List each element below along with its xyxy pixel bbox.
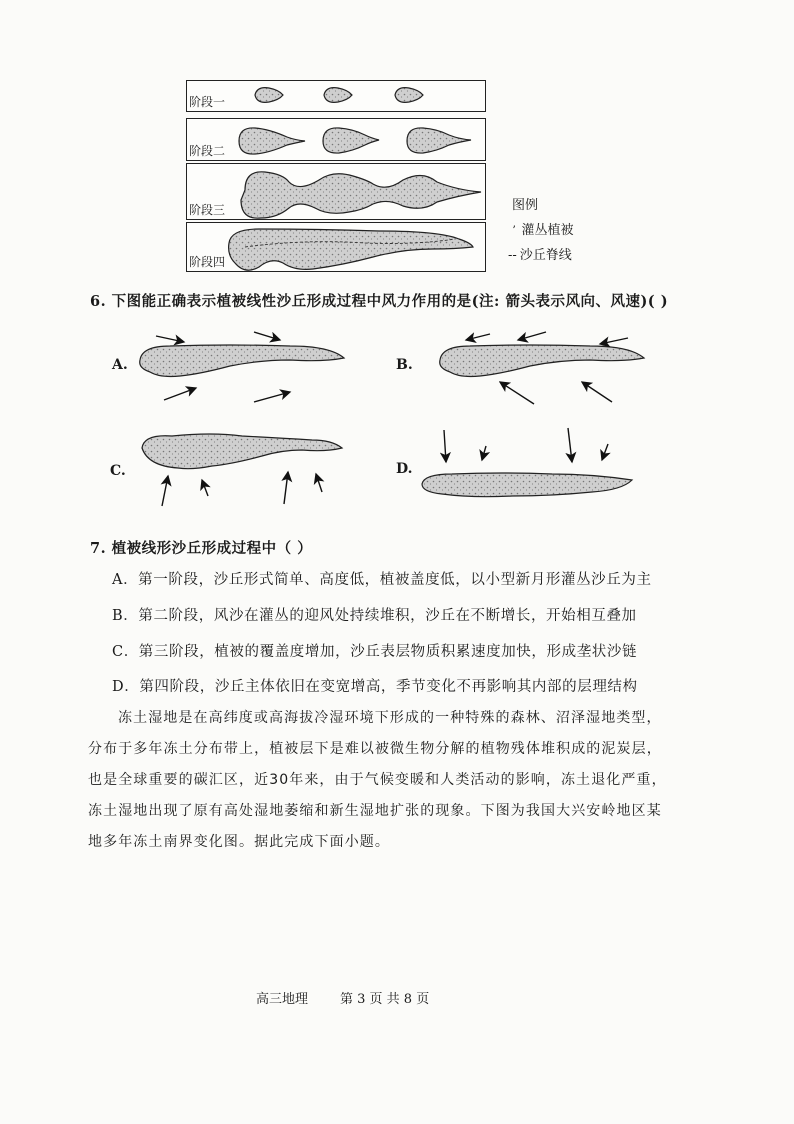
legend-vegetation: ʼ 灌丛植被 [512,223,574,238]
passage-line-4: 冻土湿地出现了原有高处湿地萎缩和新生湿地扩张的现象。下图为我国大兴安岭地区某 [88,803,662,819]
passage-line-1: 冻土湿地是在高纬度或高海拔冷湿环境下形成的一种特殊的森林、沼泽湿地类型， [118,710,662,726]
question-7-text: 7. 植被线形沙丘形成过程中（ ） [90,540,313,557]
q7-choice-a: A．第一阶段，沙丘形式简单、高度低，植被盖度低，以小型新月形灌丛沙丘为主 [112,572,652,588]
shrub-icon: ʼ [512,224,516,237]
option-c-diagram [142,434,342,506]
footer-subject: 高三地理 [256,992,309,1007]
passage-line-5: 地多年冻土南界变化图。据此完成下面小题。 [88,834,390,850]
dashed-line-icon: -- [508,248,517,263]
footer-page-number: 第 3 页 共 8 页 [340,992,430,1007]
q7-choice-d: D．第四阶段，沙丘主体依旧在变宽增高，季节变化不再影响其内部的层理结构 [112,679,638,695]
q7-choice-c: C．第三阶段，植被的覆盖度增加，沙丘表层物质积累速度加快，形成垄状沙链 [112,644,638,660]
option-a-diagram [140,332,344,402]
stage-2-label: 阶段二 [189,144,226,158]
q6-wind-diagrams [0,0,794,540]
stage-1-label: 阶段一 [189,95,226,109]
stage-3-label: 阶段三 [189,203,226,217]
q6-option-a-label: A. [112,357,128,373]
option-d-diagram [422,428,632,497]
stage-4-label: 阶段四 [189,255,226,269]
q6-option-d-label: D. [396,461,413,477]
option-b-diagram [440,332,644,404]
q6-option-b-label: B. [396,357,413,373]
q6-option-c-label: C. [110,463,126,479]
passage-line-2: 分布于多年冻土分布带上，植被层下是难以被微生物分解的植物残体堆积成的泥炭层， [88,741,662,757]
question-6-text: 6. 下图能正确表示植被线性沙丘形成过程中风力作用的是(注: 箭头表示风向、风速)( ) [90,293,669,310]
legend-ridge: -- 沙丘脊线 [508,248,572,263]
legend-title: 图例 [512,198,539,213]
q7-choice-b: B．第二阶段，风沙在灌丛的迎风处持续堆积，沙丘在不断增长，开始相互叠加 [112,608,637,624]
passage-line-3: 也是全球重要的碳汇区，近30年来，由于气候变暖和人类活动的影响，冻土退化严重， [88,772,667,788]
